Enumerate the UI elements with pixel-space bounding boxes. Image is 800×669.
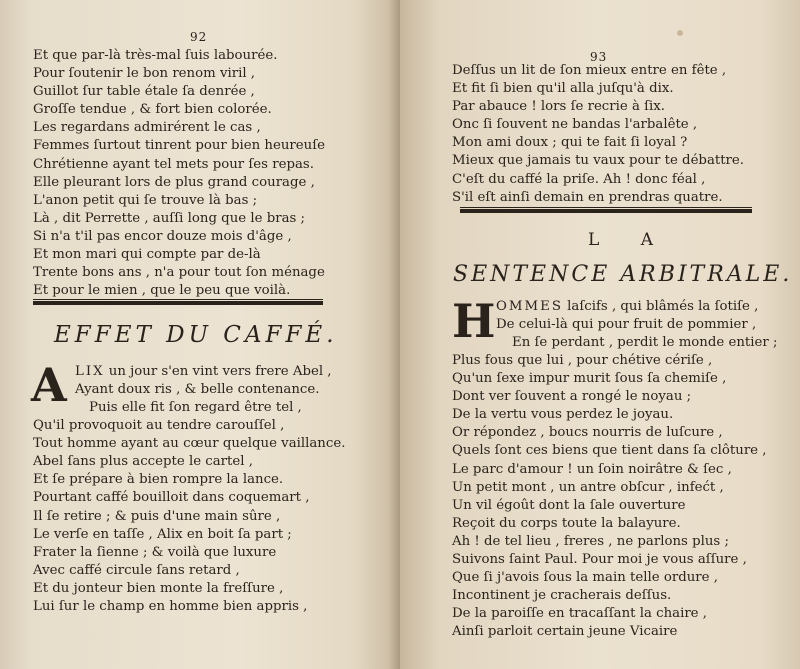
verse-line: Et du jonteur bien monte la freſſure , bbox=[33, 580, 284, 596]
poem-first-line: LIX un jour s'en vint vers frere Abel , bbox=[75, 364, 332, 379]
poem-second-line: De celui-là qui pour fruit de pommier , bbox=[496, 317, 757, 333]
right-top-verse bbox=[452, 62, 744, 207]
verse-line: Et ſe prépare à bien rompre la lance. bbox=[33, 472, 284, 488]
verse-line: Plus fous que lui , pour chétive cériſe , bbox=[452, 353, 713, 368]
verse-line: Frater la ſienne ; & voilà que luxure bbox=[33, 544, 277, 560]
verse-line: Si n'a t'il pas encor douze mois d'âge , bbox=[33, 228, 292, 244]
verse-line: Le verſe en taſſe , Alix en boit ſa part ; bbox=[33, 526, 292, 542]
verse-line: Incontinent je cracherais deſſus. bbox=[452, 588, 672, 604]
verse-line: Le parc d'amour ! un ſoin noirâtre & ſec , bbox=[452, 461, 732, 477]
verse-line: Ainſi parloit certain jeune Vicaire bbox=[452, 624, 678, 640]
verse-line: Mieux que jamais tu vaux pour te débattre. bbox=[452, 153, 745, 169]
verse-line: Que ſi j'avois ſous la main telle ordure , bbox=[452, 570, 718, 586]
verse-line: Et que par-là très-mal ſuis labourée. bbox=[33, 48, 278, 63]
verse-line: C'eſt du caffé la priſe. Ah ! donc féal , bbox=[452, 171, 706, 187]
verse-line: L'anon petit qui ſe trouve là bas ; bbox=[33, 192, 258, 208]
verse-line: Avec caffé circule ſans retard , bbox=[33, 562, 240, 578]
verse-line: Quels ſont ces biens que tient dans ſa clôture , bbox=[452, 443, 767, 459]
poem-title: SENTENCE ARBITRALE. bbox=[453, 262, 793, 287]
verse-line: Puis elle fit ſon regard être tel , bbox=[89, 400, 302, 415]
verse-line: Qu'il provoquoit au tendre carouſſel , bbox=[33, 418, 285, 434]
verse-line: Pourtant caffé bouilloit dans coquemart , bbox=[33, 490, 310, 506]
verse-line: Et mon mari qui compte par de-là bbox=[33, 247, 261, 263]
verse-line: De la paroiſſe en tracaſſant la chaire , bbox=[452, 606, 707, 622]
left-top-verse bbox=[33, 47, 325, 300]
verse-line: Groſſe tendue , & fort bien colorée. bbox=[33, 102, 272, 118]
right-poem-verse bbox=[452, 352, 767, 642]
verse-line: Suivons ſaint Paul. Pour moi je vous aſſure , bbox=[452, 552, 747, 568]
page-number: 93 bbox=[590, 50, 608, 64]
drop-cap: H bbox=[452, 294, 496, 348]
verse-line: De la vertu vous perdez le joyau. bbox=[452, 407, 674, 423]
verse-line: Guillot ſur table étale ſa denrée , bbox=[33, 84, 255, 100]
verse-line: Tout homme ayant au cœur quelque vaillance. bbox=[33, 436, 346, 452]
title-article: L A bbox=[588, 230, 671, 250]
verse-line: Ah ! de tel lieu , freres , ne parlons plus ; bbox=[452, 533, 729, 549]
verse-line: Un vil égoût dont la ſale ouverture bbox=[452, 497, 686, 513]
verse-line: Dont ver ſouvent a rongé le noyau ; bbox=[452, 389, 692, 405]
verse-line: S'il eſt ainſi demain en prendras quatre. bbox=[452, 189, 723, 205]
verse-line: Trente bons ans , n'a pour tout ſon ménage bbox=[33, 265, 325, 281]
verse-line: Mon ami doux ; qui te fait ſi loyal ? bbox=[452, 135, 688, 151]
verse-line: Deſſus un lit de ſon mieux entre en fête , bbox=[452, 63, 727, 78]
verse-line: Lui ſur le champ en homme bien appris , bbox=[33, 599, 308, 615]
verse-line: Pour ſoutenir le bon renom viril , bbox=[33, 66, 256, 82]
verse-line: Et pour le mien , que le peu que voilà. bbox=[33, 283, 291, 299]
ornamental-rule bbox=[33, 299, 323, 306]
paper-stain bbox=[677, 30, 683, 36]
verse-line: Femmes ſurtout tinrent pour bien heureuſe bbox=[33, 138, 326, 154]
verse-line: Qu'un ſexe impur murit ſous ſa chemiſe , bbox=[452, 371, 727, 387]
verse-line: Elle pleurant lors de plus grand courage , bbox=[33, 174, 315, 190]
verse-line: Et fit ſi bien qu'il alla juſqu'à dix. bbox=[452, 81, 674, 97]
poem-second-line: Ayant doux ris , & belle contenance. bbox=[75, 382, 320, 398]
verse-line: Abel ſans plus accepte le cartel , bbox=[33, 454, 253, 470]
ornamental-rule bbox=[460, 207, 752, 214]
page-number: 92 bbox=[190, 30, 208, 44]
poem-opening bbox=[496, 298, 777, 352]
verse-line: Là , dit Perrette , auſſi long que le bras ; bbox=[33, 210, 306, 226]
verse-line: Reçoit du corps toute la balayure. bbox=[452, 515, 681, 531]
verse-line: Onc ſi ſouvent ne bandas l'arbalête , bbox=[452, 117, 698, 133]
poem-first-line: OMMES laſcifs , qui blâmés la ſotiſe , bbox=[496, 299, 759, 314]
poem-title: EFFET DU CAFFÉ. bbox=[54, 322, 338, 348]
poem-opening bbox=[75, 363, 332, 399]
verse-line: Un petit mont , un antre obſcur , infećt , bbox=[452, 479, 724, 495]
verse-line: Les regardans admirérent le cas , bbox=[33, 120, 261, 136]
drop-cap: A bbox=[31, 358, 67, 412]
verse-line: Par abauce ! lors ſe recrie à ſix. bbox=[452, 99, 666, 115]
left-poem-verse bbox=[33, 399, 345, 616]
right-page bbox=[400, 0, 800, 669]
poem-third-line: En ſe perdant , perdit le monde entier ; bbox=[512, 335, 778, 351]
verse-line: Or répondez , boucs nourris de luſcure , bbox=[452, 425, 723, 441]
verse-line: Il ſe retire ; & puis d'une main sûre , bbox=[33, 508, 281, 524]
verse-line: Chrétienne ayant tel mets pour ſes repas. bbox=[33, 156, 314, 172]
